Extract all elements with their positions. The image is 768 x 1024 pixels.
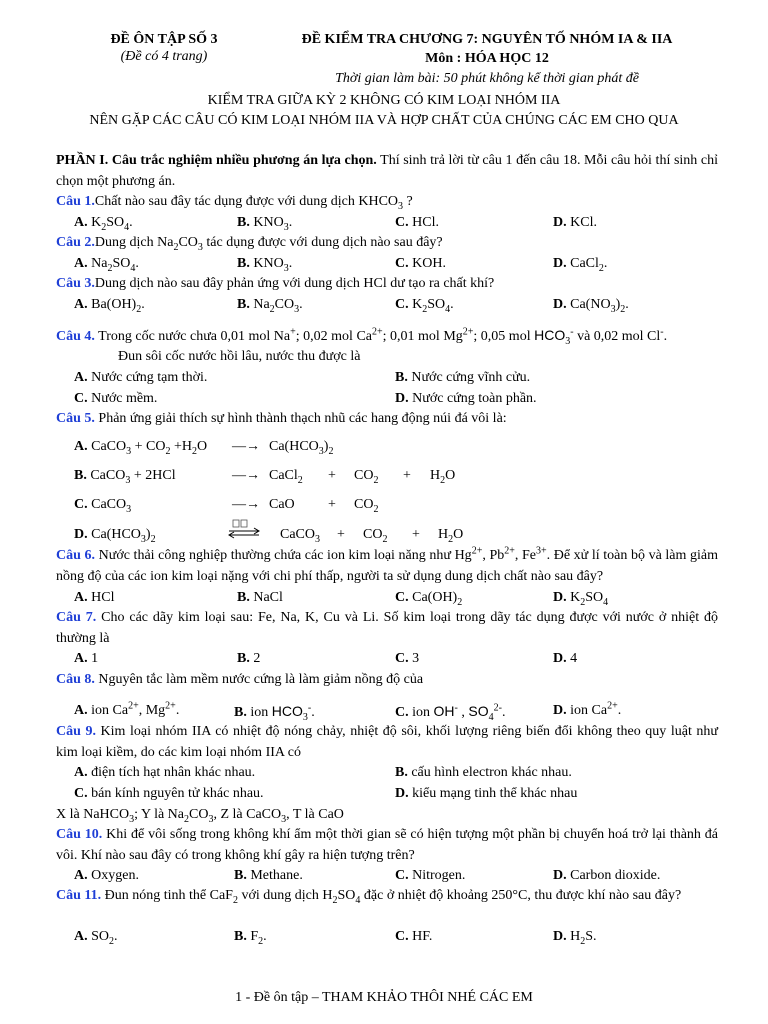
- question-9-options-row-2: [56, 784, 718, 804]
- q5-option-a[interactable]: A. CaCO$_3$ + $CO_2 +H_2O$ —→ $Ca(HCO_3)_2$: [74, 439, 334, 457]
- bicarbonate-formula: HCO: [534, 327, 566, 343]
- question-6-options: [56, 588, 718, 608]
- compound-note: X là NaHCO$_3$; Y là $Na_2CO_3$, Z là CaCO$_3$, T là CaO: [56, 807, 344, 825]
- question-8-options: [56, 701, 718, 721]
- q8-option-c[interactable]: C. ion OH- , $SO_4^{2-}$.: [395, 702, 506, 723]
- q7-option-a[interactable]: A. 1: [74, 651, 99, 666]
- question-4-options-row-2: [56, 389, 718, 409]
- page-count: (Đề có 4 trang): [120, 49, 208, 64]
- question-7-options: [56, 649, 718, 669]
- question-10: Câu 10. Khi để vôi sống trong không khí ẩm một thời gian sẽ có hiện tượng một phần bị chuyển hoá trở lại thành đá vôi. Khí nào sau đây có trong không khí gây ra hiện tượng trên?: [56, 827, 719, 863]
- q6-option-a[interactable]: A. HCl: [74, 590, 115, 605]
- q7-option-d[interactable]: D. 4: [553, 651, 578, 666]
- question-2-options: [56, 254, 718, 274]
- q8-option-b[interactable]: B. ion $HCO_3^-$.: [234, 702, 315, 723]
- q1-option-c[interactable]: C. HCl.: [395, 215, 439, 230]
- q4-option-b[interactable]: B. Nước cứng vĩnh cửu.: [395, 370, 531, 385]
- page-footer: 1 - Đề ôn tập – THAM KHẢO THÔI NHÉ CÁC EM: [235, 990, 533, 1005]
- q10-option-d[interactable]: D. Carbon dioxide.: [553, 868, 661, 883]
- q11-option-c[interactable]: C. HF.: [395, 929, 433, 944]
- question-10-options: [56, 866, 718, 886]
- q3-option-c[interactable]: C. $K_2SO_4$.: [395, 297, 454, 315]
- q9-option-d[interactable]: D. kiểu mạng tinh thể khác nhau: [395, 786, 578, 801]
- question-6: Câu 6. Nước thải công nghiệp thường chứa các ion kim loại năng như $Hg^{2+}$, $Pb^{2+}$, $Fe^{3+}$. Để xử lí toàn bộ và làm giảm nồng độ của các ion kim loại nặng với chi phí thấp, người ta sử dụng dung dịch chất nào sau đây?: [56, 545, 718, 584]
- q10-option-b[interactable]: B. Methane.: [234, 868, 303, 883]
- question-8: Câu 8. Nguyên tắc làm mềm nước cứng là làm giảm nồng độ của: [56, 672, 424, 687]
- q2-option-b[interactable]: B. $KNO_3$.: [237, 256, 293, 274]
- q5-option-d[interactable]: D. $Ca(HCO_3)_2$ CaCO$_3$ + $CO_2$ + $H_2O$: [56, 525, 718, 545]
- question-5: Câu 5. Phản ứng giải thích sự hình thành thạch nhũ các hang động núi đá vôi là:: [56, 411, 507, 426]
- q2-option-c[interactable]: C. KOH.: [395, 256, 446, 271]
- question-3-options: [56, 295, 718, 315]
- q3-option-d[interactable]: D. $Ca(NO_3)_2$.: [553, 297, 629, 315]
- notice-line-2: NÊN GẶP CÁC CÂU CÓ KIM LOẠI NHÓM IIA VÀ HỢP CHẤT CỦA CHÚNG CÁC EM CHO QUA: [89, 113, 679, 128]
- reaction-arrow: —→: [232, 439, 260, 454]
- reaction-arrow: —→: [232, 497, 260, 512]
- q11-option-d[interactable]: D. $H_2S$.: [553, 929, 597, 947]
- reaction-arrow: —→: [232, 468, 260, 483]
- question-3: Câu 3.Dung dịch nào sau đây phản ứng với dung dịch HCl dư tạo ra chất khí?: [56, 276, 495, 291]
- q5-option-b[interactable]: B. CaCO$_3$ + 2HCl —→ CaCl$_2$ + $CO_2$ + $H_2O$: [74, 468, 456, 486]
- exam-title: ĐỀ KIỂM TRA CHƯƠNG 7: NGUYÊN TỐ NHÓM IA & IIA: [301, 32, 673, 47]
- q5-option-c[interactable]: C. CaCO$_3$ —→ CaO + $CO_2$: [74, 497, 379, 515]
- question-7: Câu 7. Cho các dãy kim loại sau: Fe, Na, K, Cu và Li. Số kim loại trong dãy tác dụng được với nước ở nhiệt độ thường là: [56, 610, 718, 646]
- subject: Môn : HÓA HỌC 12: [425, 51, 549, 66]
- q6-option-b[interactable]: B. NaCl: [237, 590, 283, 605]
- part1-heading: PHẦN I. Câu trắc nghiệm nhiều phương án lựa chọn. Thí sinh trả lời từ câu 1 đến câu 18. Mỗi câu hỏi thí sinh chỉ chọn một phương án.: [56, 153, 718, 189]
- q2-option-a[interactable]: A. $Na_2SO_4$.: [74, 256, 139, 274]
- q4-option-d[interactable]: D. Nước cứng toàn phần.: [395, 391, 537, 406]
- q1-option-b[interactable]: B. $KNO_3$.: [237, 215, 293, 233]
- q1-option-a[interactable]: A. $K_2SO_4$.: [74, 215, 133, 233]
- question-11-options: [56, 927, 718, 947]
- q8-option-d[interactable]: D. ion $Ca^{2+}$.: [553, 700, 622, 718]
- question-11: Câu 11. Đun nóng tinh thể CaF$_2$ với dung dịch $H_2SO_4$ đặc ở nhiệt độ khoảng 250°C, thu được khí nào sau đây?: [56, 888, 682, 906]
- notice-line-1: KIỂM TRA GIỮA KỲ 2 KHÔNG CÓ KIM LOẠI NHÓM IIA: [207, 93, 561, 108]
- question-4-line-2: Đun sôi cốc nước hồi lâu, nước thu được là: [118, 349, 361, 364]
- q7-option-b[interactable]: B. 2: [237, 651, 261, 666]
- q6-option-c[interactable]: C. $Ca(OH)_2$: [395, 590, 463, 608]
- reversible-heat-arrow-icon: [225, 519, 265, 548]
- q10-option-a[interactable]: A. Oxygen.: [74, 868, 139, 883]
- exam-number: ĐỀ ÔN TẬP SỐ 3: [110, 32, 218, 47]
- q11-option-b[interactable]: B. $F_2$.: [234, 929, 267, 947]
- q4-option-c[interactable]: C. Nước mềm.: [74, 391, 158, 406]
- q8-option-a[interactable]: A. ion $Ca^{2+}$, $Mg^{2+}$.: [74, 700, 180, 718]
- q9-option-c[interactable]: C. bán kính nguyên tử khác nhau.: [74, 786, 264, 801]
- q3-option-b[interactable]: B. $Na_2CO_3$.: [237, 297, 303, 315]
- q6-option-d[interactable]: D. $K_2SO_4$: [553, 590, 609, 608]
- q4-option-a[interactable]: A. Nước cứng tạm thời.: [74, 370, 208, 385]
- time-limit: Thời gian làm bài: 50 phút không kể thời gian phát đề: [335, 71, 639, 86]
- question-9-options-row-1: [56, 763, 718, 783]
- q9-option-b[interactable]: B. cấu hình electron khác nhau.: [395, 765, 572, 780]
- q1-option-d[interactable]: D. KCl.: [553, 215, 597, 230]
- question-9: Câu 9. Kim loại nhóm IIA có nhiệt độ nóng chảy, nhiệt độ sôi, khối lượng riêng biến đổi không theo quy luật như kim loại kiềm, do các kim loại nhóm IIA có: [56, 724, 718, 760]
- q9-option-a[interactable]: A. điện tích hạt nhân khác nhau.: [74, 765, 256, 780]
- question-4-options-row-1: [56, 368, 718, 388]
- question-1: Câu 1.Chất nào sau đây tác dụng được với dung dịch $KHCO_3$ ?: [56, 194, 413, 212]
- q3-option-a[interactable]: A. $Ba(OH)_2$.: [74, 297, 145, 315]
- question-1-options: [56, 213, 718, 233]
- question-2: Câu 2.Dung dịch $Na_2CO_3$ tác dụng được với dung dịch nào sau đây?: [56, 235, 443, 253]
- question-4: Câu 4. Trong cốc nước chưa 0,01 mol Na+; 0,02 mol $Ca^{2+}$; 0,01 mol $Mg^{2+}$; 0,05 mol $HCO_3^-$ và 0,02 mol Cl-.: [56, 326, 668, 347]
- q2-option-d[interactable]: D. CaCl$_2$.: [553, 256, 608, 274]
- q10-option-c[interactable]: C. Nitrogen.: [395, 868, 466, 883]
- q11-option-a[interactable]: A. $SO_2$.: [74, 929, 118, 947]
- q7-option-c[interactable]: C. 3: [395, 651, 420, 666]
